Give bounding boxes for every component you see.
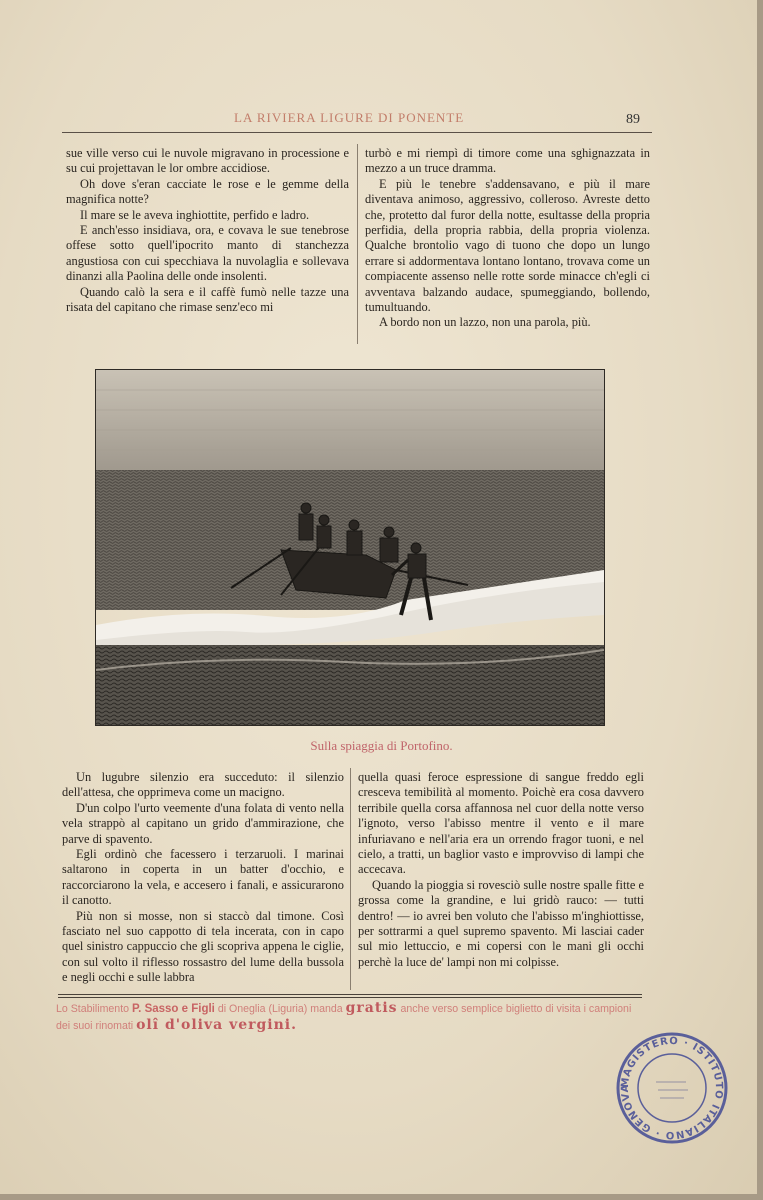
text-column-bottom-right [358, 770, 644, 970]
paragraph: Oh dove s'eran cacciate le rose e le gemme della magnifica notte? [66, 176, 349, 207]
paragraph: A bordo non un lazzo, non una parola, più. [379, 315, 591, 330]
paragraph: turbò e mi riempì di timore come una sghignazzata in mezzo a un truce dramma. [365, 146, 650, 176]
text-column-bottom-left [62, 770, 344, 986]
engraving-boat-on-beach [95, 369, 605, 726]
illustration-caption: Sulla spiaggia di Portofino. [310, 738, 453, 753]
page-number: 89 [626, 112, 640, 127]
paragraph: Egli ordinò che facessero i terzaruoli. I marinai saltarono in coperta in un batter d'occhio, e raccorciarono la vela, e accesero i fanali, e assicurarono il canotto. [62, 847, 344, 908]
ad-text: anche verso semplice biglietto di visita i campioni dei suoi rinomati [56, 1003, 632, 1032]
paragraph: Il mare se le aveva inghiottite, perfido e ladro. [80, 207, 310, 222]
paragraph: D'un colpo l'urto veemente d'una folata di vento nella vela strappò al capitano un grido d'ammirazione, che parve di spavento. [62, 800, 344, 846]
paragraph: Quando la pioggia si rovesciò sulle nostre spalle fitte e grossa come la grandine, e lui gridò rauco: — tutti dentro! — io avrei ben voluto che l'abisso m'inghiottisse, per sottrarmi a quel supremo spavento. Mi lasciai cader sul mio lettuccio, e mi copersi con le mani gli occhi perchè la luce de' lampi non mi colpisse. [358, 877, 644, 969]
page-edge-bottom [0, 1194, 763, 1200]
footer-rule-double [58, 997, 642, 998]
paragraph: Quando calò la sera e il caffè fumò nelle tazze una risata del capitano che rimase senz'eco mi [66, 284, 349, 315]
engraving-illustration [96, 370, 604, 725]
ad-gratis: gratis [345, 1000, 398, 1016]
paragraph: E più le tenebre s'addensavano, e più il mare diventava animoso, aggressivo, colleroso. Avreste detto che, protetto dal furor della notte, esultasse della propria perfidia, della propria rabbia, della propria violenza. Qualche brontolio vago di tuono che dopo un lungo errare si addormentava lontano lontano, trovava come un compiacente assenso nelle rotte sorde minacce ch'egli ci avventava balzando audace, spumeggiando, bollendo, tumultuando. [365, 176, 650, 315]
column-divider-top [357, 144, 358, 344]
paragraph: E anch'esso insidiava, ora, e covava le sue tenebrose offese sotto quell'ipocrito manto di stanchezza angustiosa con cui specchiava la nuvolaglia e sollevava dinanzi alla Paolina delle onde insolenti. [66, 223, 349, 284]
text-column-top-right [365, 146, 650, 331]
paragraph: Più non si mosse, non si staccò dal timone. Così fasciato nel suo cappotto di tela incerata, con in capo quel sinistro cappuccio che gli scopriva appena le ciglie, con sul volto il riflesso rossastro del lume della bussola e negli occhi e sulle labbra [62, 908, 344, 985]
svg-text:MAGISTERO · ISTITUTO ITALIANO: MAGISTERO · ISTITUTO ITALIANO · GENOVA [619, 1035, 725, 1141]
header-rule [62, 132, 652, 133]
paragraph: sue ville verso cui le nuvole migravano in processione e su cui projettavan le lor ombre accidiose. [66, 146, 349, 176]
stamp-seal-icon [614, 1030, 730, 1146]
running-title: LA RIVIERA LIGURE DI PONENTE [234, 110, 465, 125]
ad-company: P. Sasso e Figli [131, 1003, 215, 1015]
advertisement [56, 1000, 646, 1034]
ad-text: Lo Stabilimento [56, 1003, 130, 1015]
column-divider-bottom [350, 768, 351, 990]
ad-text: di Oneglia (Liguria) manda [217, 1003, 343, 1015]
library-stamp [614, 1030, 730, 1146]
page-edge-right [757, 0, 763, 1200]
page-header [62, 106, 652, 132]
text-column-top-left [66, 146, 349, 315]
paragraph: quella quasi feroce espressione di sangue freddo egli cresceva temibilità al momento. Poichè era cosa davvero terribile quella corsa affannosa nel cuor della notte verso l'ignoto, verso l'abisso mentre il vento e il mare infuriavano e nell'aria era un orrendo fragor tuoni, e nel cielo, a tratti, un baglior vasto e improvviso di lampi che accecava. [358, 770, 644, 877]
ad-product: olî d'oliva vergini. [136, 1017, 297, 1033]
footer-rule [58, 994, 642, 995]
paragraph: Un lugubre silenzio era succeduto: il silenzio dell'attesa, che opprimeva come un macigno. [62, 770, 344, 800]
